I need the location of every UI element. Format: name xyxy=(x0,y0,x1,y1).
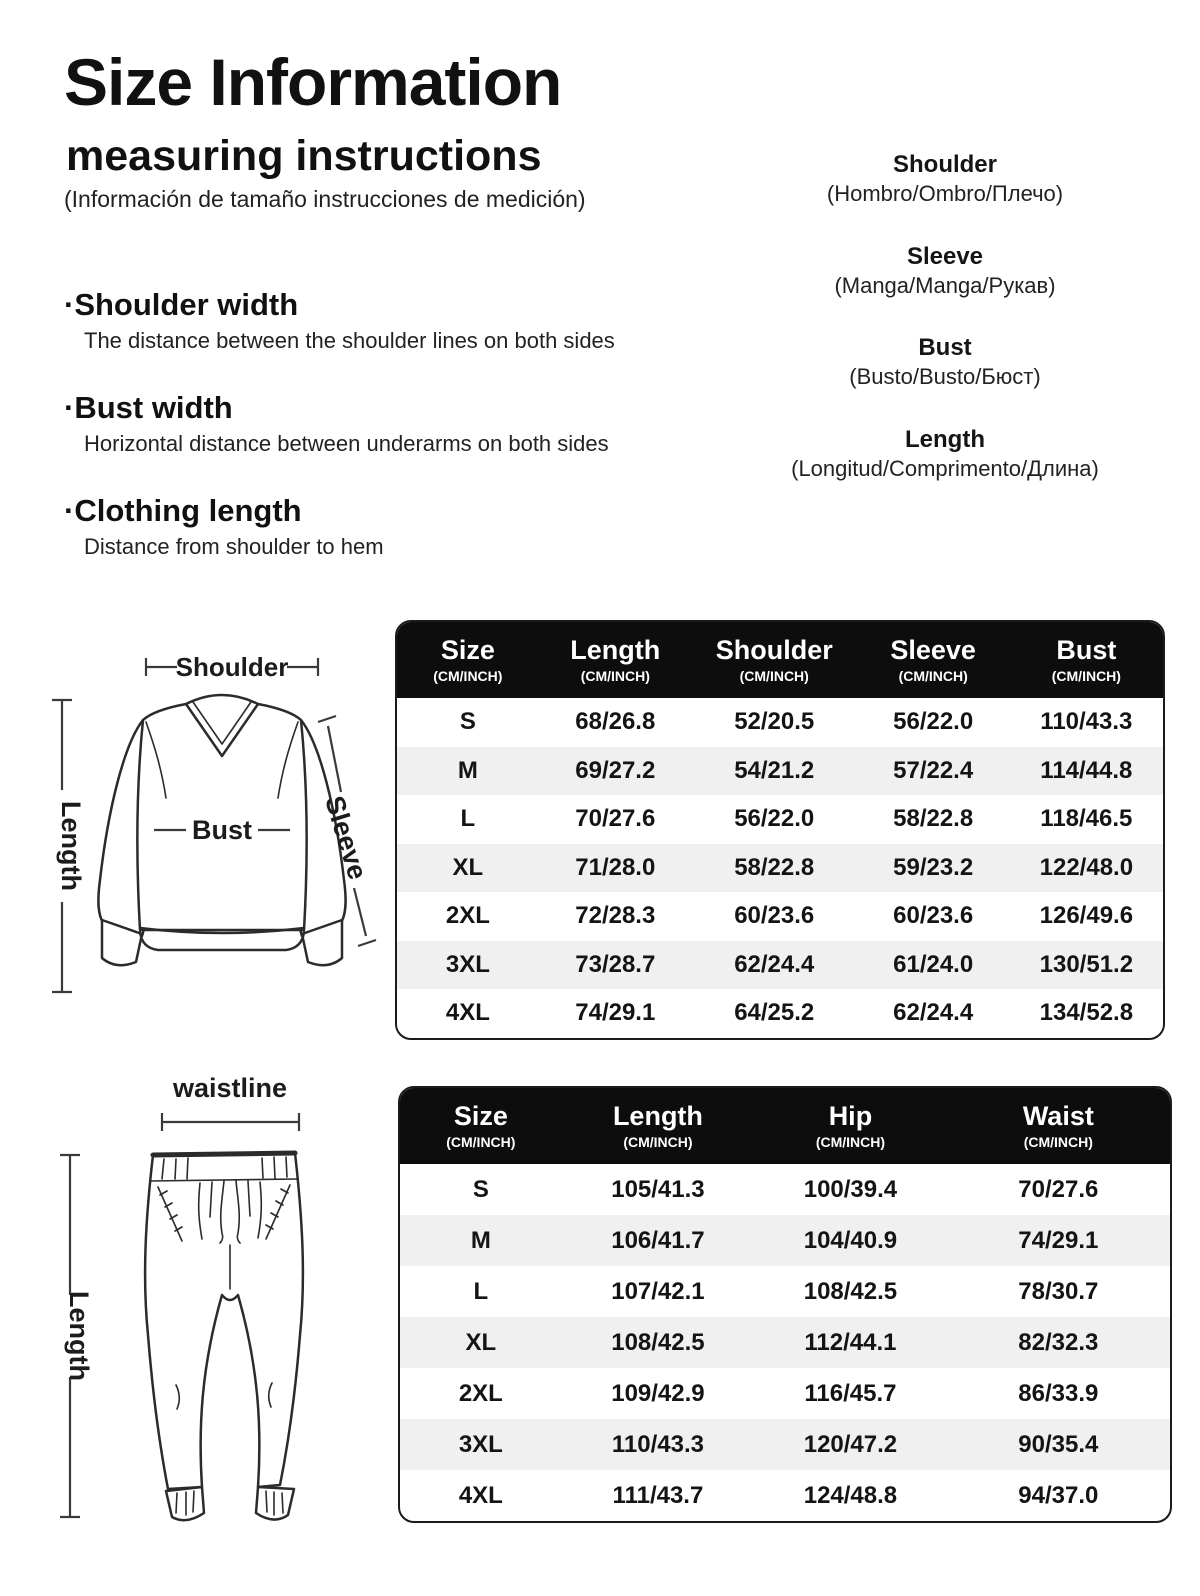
measure-definitions xyxy=(64,286,714,595)
table-row xyxy=(397,989,1163,1038)
page-subtitle: measuring instructions xyxy=(66,132,542,180)
table-cell: 110/43.3 xyxy=(1040,708,1133,736)
sweatshirt-diagram xyxy=(36,640,392,1040)
table-cell: 130/51.2 xyxy=(1039,950,1134,978)
definition-term: ·Bust width xyxy=(64,389,233,425)
column-unit: (CM/INCH) xyxy=(1051,668,1121,685)
column-unit: (CM/INCH) xyxy=(739,668,809,685)
table-cell: 62/24.4 xyxy=(893,999,974,1027)
table-cell: 110/43.3 xyxy=(611,1430,704,1458)
translation-languages: (Manga/Manga/Рукав) xyxy=(834,272,1056,298)
translation-label: Sleeve xyxy=(906,242,984,270)
table-cell: 104/40.9 xyxy=(803,1226,898,1254)
table-row xyxy=(400,1317,1170,1368)
table-cell: 60/23.6 xyxy=(734,902,815,930)
table-cell: 100/39.4 xyxy=(803,1175,898,1203)
translation-languages: (Longitud/Comprimento/Длина) xyxy=(791,455,1099,481)
sweatshirt-sketch-icon xyxy=(36,640,392,1040)
table-cell: 70/27.6 xyxy=(575,805,656,833)
table-cell: 114/44.8 xyxy=(1040,756,1133,784)
definition-term: ·Shoulder width xyxy=(64,287,299,322)
table-cell: 108/42.5 xyxy=(611,1328,705,1356)
translation-languages: (Hombro/Ombro/Плечо) xyxy=(826,181,1064,206)
table-row xyxy=(400,1368,1170,1419)
table-cell: 64/25.2 xyxy=(734,999,815,1027)
table-cell: 61/24.0 xyxy=(893,950,974,978)
page-subtitle-translation: (Información de tamaño instrucciones de medición) xyxy=(64,186,586,212)
translation-bust xyxy=(760,333,1130,392)
column-header xyxy=(947,1102,1170,1151)
waistband-top-edge xyxy=(153,1153,295,1155)
column-name: Size xyxy=(453,1100,508,1131)
sleeve-figure-label: Sleeve xyxy=(319,792,373,884)
translation-length xyxy=(760,425,1130,484)
table-cell: 70/27.6 xyxy=(1018,1175,1099,1203)
table-row xyxy=(400,1164,1170,1215)
pants-sketch-icon xyxy=(36,1055,392,1525)
table-cell: 90/35.4 xyxy=(1018,1430,1099,1458)
table-row xyxy=(397,698,1163,747)
column-header xyxy=(562,1102,755,1151)
translation-label: Length xyxy=(905,425,985,453)
definition-term: ·Clothing length xyxy=(64,492,302,528)
table-row xyxy=(400,1215,1170,1266)
left-pant-cuff xyxy=(166,1487,204,1520)
table-cell: 58/22.8 xyxy=(734,853,815,881)
table-cell: 68/26.8 xyxy=(575,708,656,736)
table-cell: 78/30.7 xyxy=(1018,1277,1099,1305)
table-row xyxy=(397,844,1163,893)
table-cell: 116/45.7 xyxy=(804,1379,897,1407)
table-cell: XL xyxy=(452,853,484,881)
shoulder-figure-label: Shoulder xyxy=(175,652,289,682)
table-cell: 2XL xyxy=(458,1379,503,1407)
page-title: Size Information xyxy=(64,45,562,119)
table-cell: 120/47.2 xyxy=(803,1430,898,1458)
column-unit: (CM/INCH) xyxy=(580,668,650,685)
table-cell: 2XL xyxy=(445,902,490,930)
definition-text: The distance between the shoulder lines on both sides xyxy=(84,328,615,354)
right-pant-cuff xyxy=(256,1487,294,1520)
table-row xyxy=(400,1419,1170,1470)
table-cell: XL xyxy=(465,1328,497,1356)
column-unit: (CM/INCH) xyxy=(815,1134,886,1151)
table-cell: 3XL xyxy=(445,950,490,978)
table-header-row xyxy=(397,622,1163,698)
table-cell: 86/33.9 xyxy=(1018,1379,1099,1407)
torso-outline xyxy=(137,695,306,930)
table-cell: 57/22.4 xyxy=(893,756,974,784)
column-header xyxy=(539,636,692,685)
table-cell: 122/48.0 xyxy=(1039,853,1134,881)
waistline-figure-label: waistline xyxy=(172,1073,288,1103)
translation-list xyxy=(760,150,1130,483)
table-cell: 4XL xyxy=(445,999,490,1027)
table-cell: 111/43.7 xyxy=(612,1481,704,1509)
table-row xyxy=(397,747,1163,796)
column-name: Length xyxy=(612,1100,703,1131)
table-cell: 71/28.0 xyxy=(575,853,656,881)
definition-text: Horizontal distance between underarms on both sides xyxy=(84,431,609,457)
column-header xyxy=(754,1102,947,1151)
column-name: Shoulder xyxy=(715,634,833,665)
definition-bust-width xyxy=(64,389,714,459)
column-header xyxy=(692,636,857,685)
waistline-measure-line xyxy=(162,1113,299,1131)
column-header xyxy=(400,1102,562,1151)
table-cell: S xyxy=(472,1175,489,1203)
table-cell: 60/23.6 xyxy=(893,902,974,930)
translation-sleeve xyxy=(760,242,1130,301)
sweatshirt-size-table xyxy=(395,620,1165,1040)
column-header xyxy=(1010,636,1163,685)
table-cell: 73/28.7 xyxy=(575,950,656,978)
column-unit: (CM/INCH) xyxy=(623,1134,693,1151)
table-cell: 58/22.8 xyxy=(893,805,974,833)
column-unit: (CM/INCH) xyxy=(433,668,503,685)
definition-shoulder-width xyxy=(64,286,714,356)
definition-clothing-length xyxy=(64,492,714,562)
column-header xyxy=(857,636,1010,685)
translation-languages: (Busto/Busto/Бюст) xyxy=(849,364,1041,390)
translation-label: Bust xyxy=(918,334,972,362)
definition-text: Distance from shoulder to hem xyxy=(84,533,384,559)
column-name: Bust xyxy=(1056,634,1117,665)
table-cell: 3XL xyxy=(458,1430,503,1458)
table-cell: 118/46.5 xyxy=(1040,805,1133,833)
table-cell: 74/29.1 xyxy=(1018,1226,1099,1254)
pants-diagram xyxy=(36,1055,392,1525)
translation-label: Shoulder xyxy=(892,151,997,178)
table-cell: 94/37.0 xyxy=(1018,1481,1099,1509)
table-cell: M xyxy=(457,756,478,784)
column-unit: (CM/INCH) xyxy=(1023,1134,1093,1151)
table-row xyxy=(397,941,1163,990)
column-name: Size xyxy=(440,634,495,665)
table-cell: 74/29.1 xyxy=(575,999,656,1027)
column-name: Waist xyxy=(1022,1100,1094,1131)
table-cell: 52/20.5 xyxy=(734,708,815,736)
column-name: Length xyxy=(570,634,661,665)
table-cell: 56/22.0 xyxy=(893,708,974,736)
table-cell: 107/42.1 xyxy=(611,1277,705,1305)
table-row xyxy=(400,1470,1170,1521)
table-cell: 54/21.2 xyxy=(734,756,815,784)
bust-figure-label: Bust xyxy=(192,815,252,845)
table-cell: M xyxy=(470,1226,491,1254)
column-name: Hip xyxy=(828,1100,873,1131)
table-cell: 62/24.4 xyxy=(734,950,815,978)
table-cell: 69/27.2 xyxy=(575,756,656,784)
table-header-row xyxy=(400,1088,1170,1164)
table-cell: 59/23.2 xyxy=(893,853,974,881)
table-row xyxy=(400,1266,1170,1317)
pants-length-figure-label: Length xyxy=(64,1291,94,1381)
hem-bottom xyxy=(140,932,304,950)
table-cell: 82/32.3 xyxy=(1018,1328,1099,1356)
table-cell: 109/42.9 xyxy=(611,1379,705,1407)
column-unit: (CM/INCH) xyxy=(446,1134,516,1151)
table-cell: S xyxy=(459,708,476,736)
column-header xyxy=(397,636,539,685)
table-row xyxy=(397,795,1163,844)
table-cell: 72/28.3 xyxy=(575,902,656,930)
table-cell: 112/44.1 xyxy=(804,1328,897,1356)
table-cell: 126/49.6 xyxy=(1039,902,1134,930)
table-cell: 108/42.5 xyxy=(803,1277,898,1305)
translation-shoulder xyxy=(760,150,1130,209)
column-unit: (CM/INCH) xyxy=(898,668,968,685)
length-figure-label: Length xyxy=(56,801,86,891)
pants-size-table xyxy=(398,1086,1172,1523)
table-cell: L xyxy=(473,1277,489,1305)
table-cell: 4XL xyxy=(458,1481,503,1509)
table-row xyxy=(397,892,1163,941)
column-name: Sleeve xyxy=(890,634,976,665)
table-cell: 56/22.0 xyxy=(734,805,815,833)
table-cell: 134/52.8 xyxy=(1039,999,1134,1027)
table-cell: 106/41.7 xyxy=(611,1226,705,1254)
table-cell: 105/41.3 xyxy=(611,1175,705,1203)
table-cell: 124/48.8 xyxy=(803,1481,898,1509)
table-cell: L xyxy=(460,805,476,833)
